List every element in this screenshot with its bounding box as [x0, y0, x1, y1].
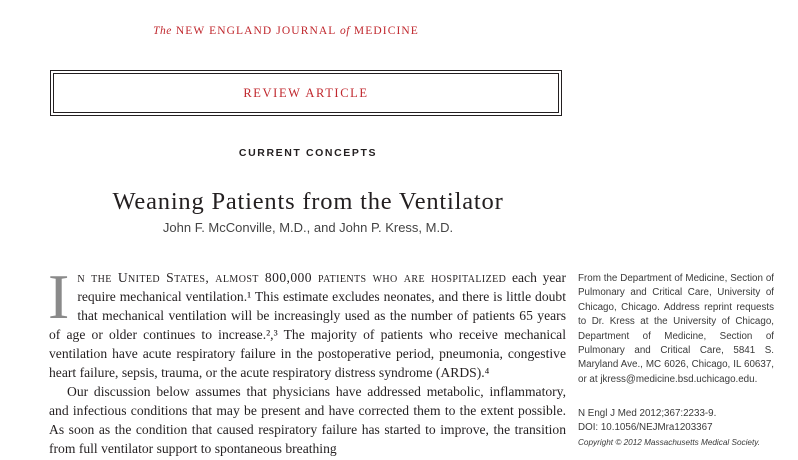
copyright-notice: Copyright © 2012 Massachusetts Medical Society. — [578, 437, 760, 447]
affiliation-note — [578, 272, 774, 387]
body-paragraph-1 — [48, 261, 566, 382]
masthead-connector: of — [339, 25, 350, 37]
author-byline: John F. McConville, M.D., and John P. Kress, M.D. — [162, 220, 454, 235]
journal-masthead — [0, 25, 572, 37]
section-heading: CURRENT CONCEPTS — [238, 147, 378, 159]
article-type-label: REVIEW ARTICLE — [53, 73, 559, 113]
masthead-name-part1: NEW ENGLAND JOURNAL — [175, 25, 336, 37]
article-title: Weaning Patients from the Ventilator — [112, 188, 504, 216]
lead-in-caps: n the United States, almost 800,000 patients who are hospitalized — [77, 270, 507, 285]
article-body — [48, 261, 566, 458]
body-paragraph-2: Our discussion below assumes that physicians have addressed metabolic, inflammatory, and infectious conditions that may be present and have corrected them to the extent possible. As soon as the condition that caused respiratory failure has started to improve, the transition from full ventilator support to spontaneous breathing — [49, 384, 566, 456]
doi-link[interactable]: DOI: 10.1056/NEJMra1203367 — [578, 422, 713, 434]
affiliation-text: From the Department of Medicine, Section of Pulmonary and Critical Care, University of Chicago, Chicago. Address reprint requests to Dr. Kress at the University of Chicago, Department of Medicine, Section of Pulmonary and Critical Care, 5841 S. Maryland Ave., MC 6026, Chicago, IL 60637, or at jkress@medicine.bsd.uchicago.edu. — [578, 273, 774, 385]
article-type-box — [50, 70, 562, 116]
drop-cap: I — [48, 261, 70, 332]
citation-block — [578, 407, 788, 450]
masthead-prefix: The — [153, 25, 172, 37]
paragraph-1-text: each year require mechanical ventilation.¹ This estimate excludes neonates, and there is little doubt that mechanical ventilation will be increasingly used as the number of patients 65 years of age or older continues to increase.²,³ The majority of patients who receive mechanical ventilation have acute respiratory failure in the postoperative period, pneumonia, congestive heart failure, sepsis, trauma, or the acute respiratory distress syndrome (ARDS).⁴ — [49, 270, 566, 380]
journal-reference: N Engl J Med 2012;367:2233-9. — [578, 408, 717, 419]
masthead-name-part2: MEDICINE — [353, 25, 419, 37]
